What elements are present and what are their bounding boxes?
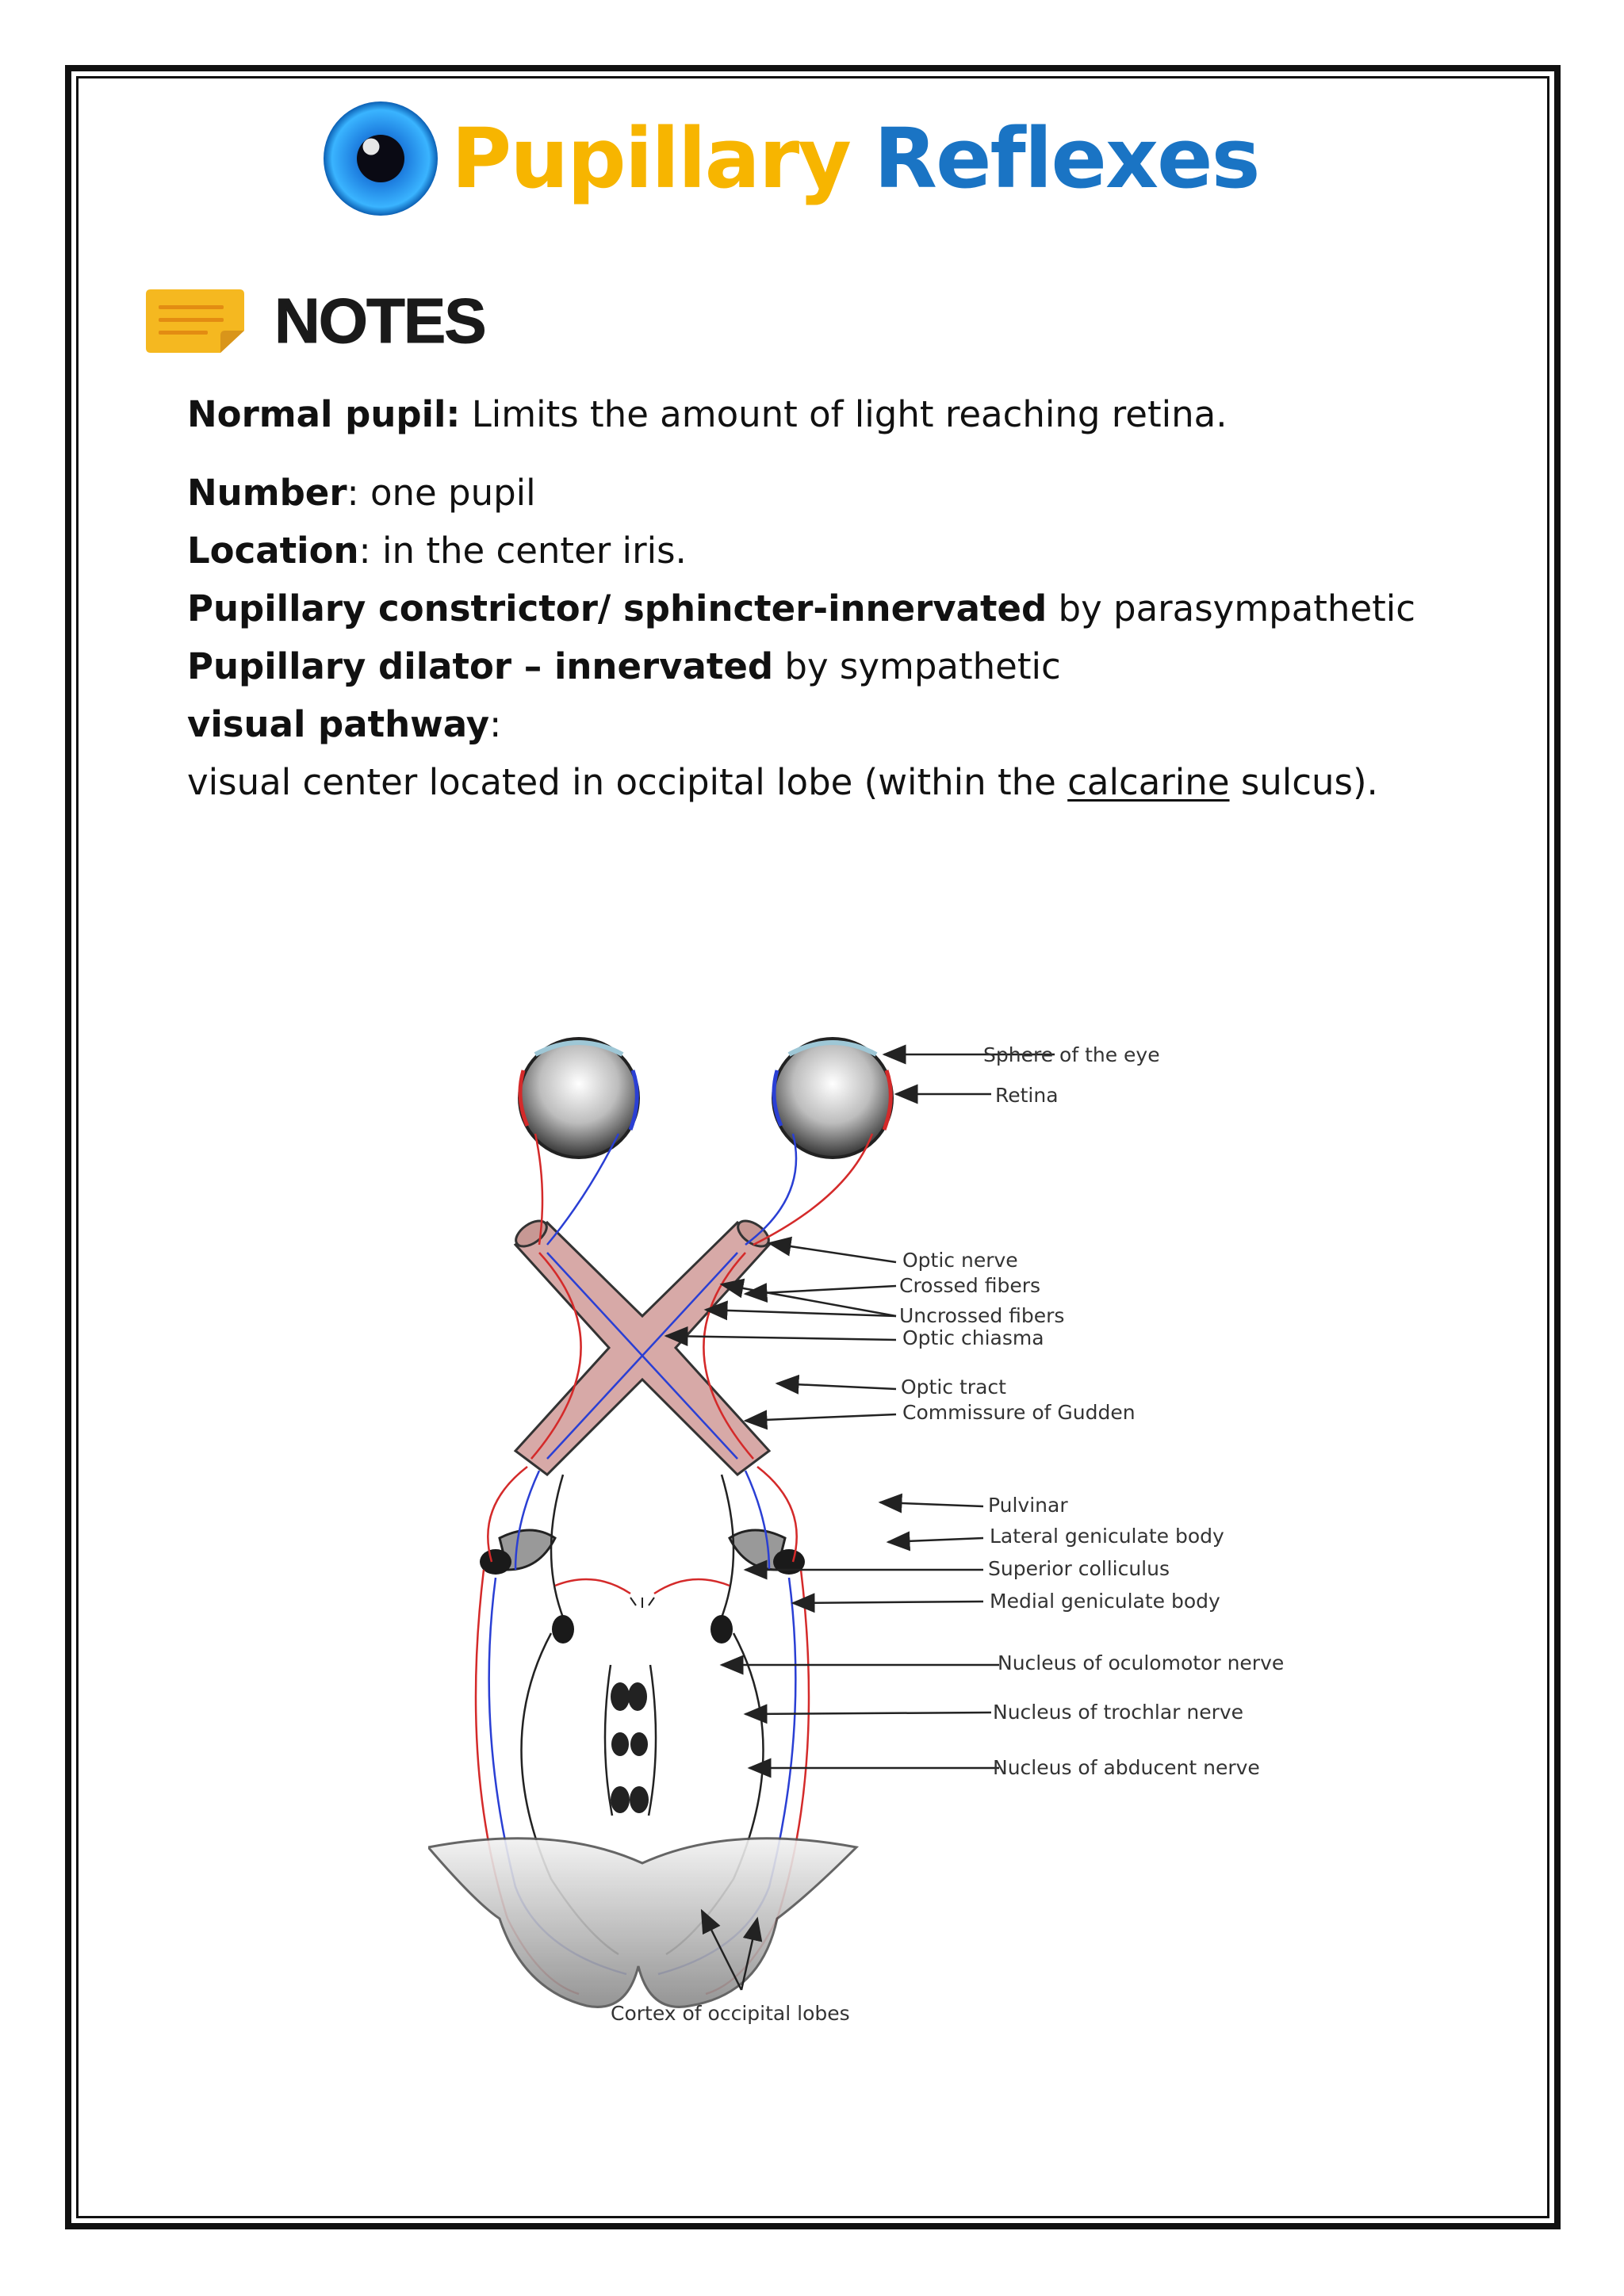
label-mgb: Medial geniculate body — [990, 1590, 1220, 1613]
constrictor-line — [187, 580, 1535, 637]
notes-header — [143, 285, 485, 357]
notes-body — [187, 385, 1535, 811]
number-label: Number — [187, 472, 347, 514]
label-abducent: Nucleus of abducent nerve — [993, 1756, 1260, 1779]
visual-center-line — [187, 753, 1535, 811]
location-line — [187, 522, 1535, 580]
right-eye — [773, 1039, 892, 1158]
occipital-cortex — [428, 1839, 856, 2007]
label-oculomotor: Nucleus of oculomotor nerve — [998, 1651, 1285, 1674]
label-uncrossed-fibers: Uncrossed fibers — [899, 1304, 1065, 1327]
label-sphere: Sphere of the eye — [983, 1043, 1160, 1066]
eye-icon — [321, 99, 440, 218]
label-superior-colliculus: Superior colliculus — [988, 1557, 1170, 1580]
dilator-label: Pupillary dilator – innervated — [187, 645, 774, 687]
label-optic-tract: Optic tract — [901, 1376, 1006, 1399]
normal-pupil-text: Limits the amount of light reaching retina. — [460, 393, 1228, 435]
title-row — [321, 95, 1259, 222]
label-occipital-cortex: Cortex of occipital lobes — [611, 2002, 850, 2025]
label-crossed-fibers: Crossed fibers — [899, 1274, 1041, 1297]
sticky-note-icon — [143, 286, 246, 356]
pathway-colon: : — [489, 703, 502, 745]
label-optic-nerve: Optic nerve — [902, 1249, 1018, 1272]
number-line — [187, 464, 1535, 522]
visual-center-text: visual center located in occipital lobe (within the — [187, 761, 1068, 803]
location-label: Location — [187, 530, 359, 572]
location-text: : in the center iris. — [358, 530, 687, 572]
label-optic-chiasma: Optic chiasma — [902, 1326, 1044, 1349]
visual-center-end: sulcus). — [1229, 761, 1378, 803]
dilator-line — [187, 637, 1535, 695]
title-word-reflexes: Reflexes — [873, 110, 1259, 207]
constrictor-label: Pupillary constrictor/ sphincter-innervated — [187, 587, 1048, 629]
title-word-pupillary: Pupillary — [451, 110, 850, 207]
calcarine-word: calcarine — [1067, 761, 1230, 803]
notes-heading: NOTES — [274, 285, 485, 356]
label-pulvinar: Pulvinar — [988, 1494, 1068, 1517]
label-gudden: Commissure of Gudden — [902, 1401, 1136, 1424]
normal-pupil-label: Normal pupil: — [187, 393, 461, 435]
normal-pupil-line — [187, 385, 1535, 443]
brainstem-nuclei — [605, 1665, 656, 1816]
label-trochlar: Nucleus of trochlar nerve — [993, 1701, 1244, 1724]
label-lgb: Lateral geniculate body — [990, 1525, 1224, 1548]
dilator-text: by sympathetic — [773, 645, 1061, 687]
label-retina: Retina — [995, 1084, 1059, 1107]
pathway-line — [187, 695, 1535, 753]
visual-pathway-diagram — [428, 1015, 1316, 2045]
number-text: : one pupil — [347, 472, 536, 514]
constrictor-text: by parasympathetic — [1047, 587, 1416, 629]
pathway-label: visual pathway — [187, 703, 490, 745]
